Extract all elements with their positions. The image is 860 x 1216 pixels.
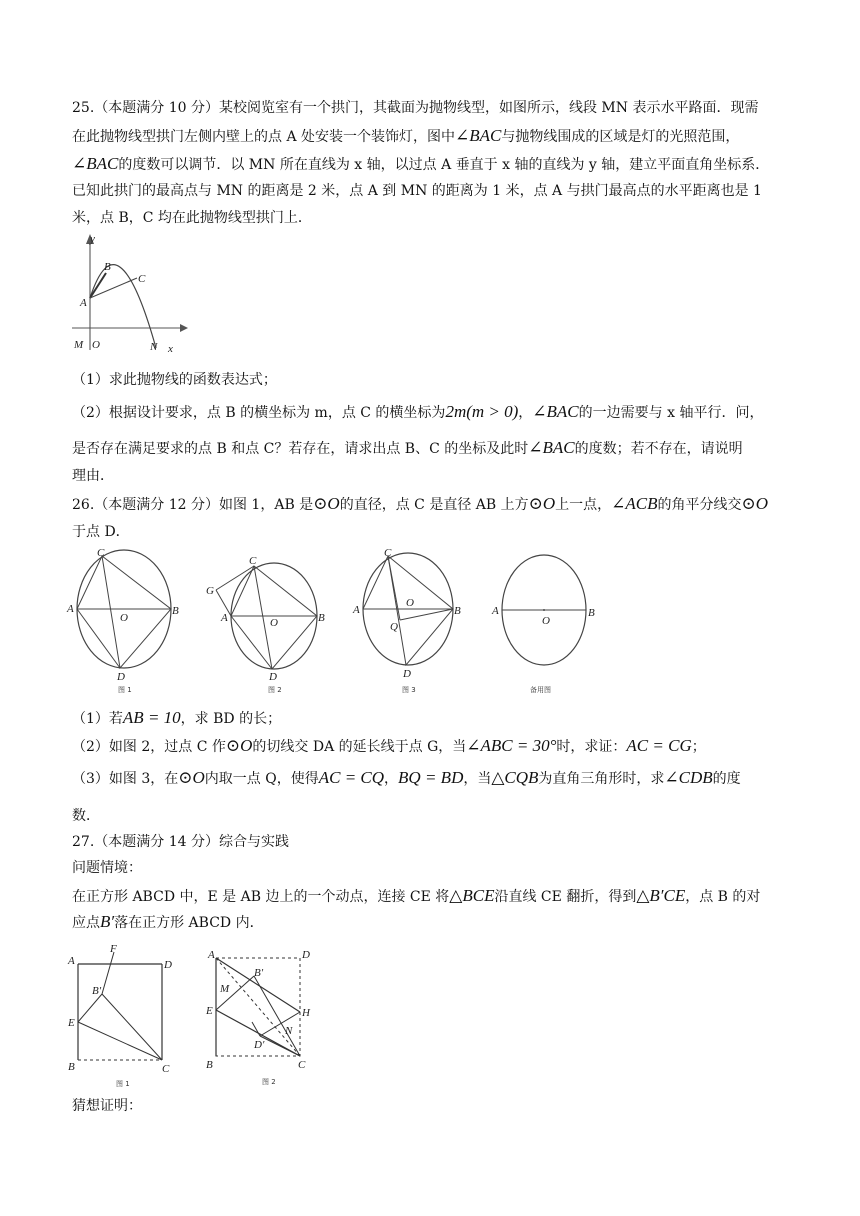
q27-line3: 在正方形 ABCD 中，E 是 AB 边上的一个动点，连接 CE 将△BCE沿直线 CE 翻折，得到△B′CE，点 B 的对: [72, 886, 761, 905]
q27f1-label-A: A: [68, 955, 75, 967]
q27-line2: 问题情境：: [72, 860, 142, 876]
q27-figures: [64, 940, 334, 1090]
q26-figures: [64, 546, 624, 700]
f2-label-G: G: [206, 585, 214, 597]
q27f1-caption: 图 1: [116, 1080, 130, 1088]
q27f2-label-B: B: [206, 1059, 213, 1071]
q27-line5: 猜想证明：: [72, 1098, 142, 1114]
q25-line3: ∠BAC的度数可以调节．以 MN 所在直线为 x 轴，以过点 A 垂直于 x 轴的直线为 y 轴，建立平面直角坐标系．: [72, 154, 770, 173]
q27f1-label-D: D: [164, 959, 172, 971]
label-A: A: [80, 297, 87, 309]
q27f2-caption: 图 2: [262, 1078, 276, 1086]
f3-label-O: O: [406, 597, 414, 609]
q27f2-label-M: M: [220, 983, 230, 995]
f3-caption: 图 3: [402, 686, 416, 694]
q27f1-label-B: B: [68, 1061, 75, 1073]
f4-caption: 备用图: [530, 686, 551, 694]
f1-label-C: C: [97, 547, 105, 559]
q27-line1: 27.（本题满分 14 分）综合与实践: [72, 834, 289, 850]
f2-caption: 图 2: [268, 686, 282, 694]
f4-label-A: A: [492, 605, 499, 617]
q27f2-label-A: A: [208, 949, 215, 961]
q27-line4: 应点B′落在正方形 ABCD 内．: [72, 912, 264, 931]
q25-line2: 在此抛物线型拱门左侧内壁上的点 A 处安装一个装饰灯，图中∠BAC与抛物线围成的区域是灯的光照范围，: [72, 126, 740, 145]
q26-line1: 26.（本题满分 12 分）如图 1，AB 是⊙O的直径，点 C 是直径 AB 上方⊙O上一点，∠ACB的角平分线交⊙O: [72, 494, 769, 513]
q27-figure-2: [205, 949, 311, 1086]
q25-sub2-line3: 理由．: [72, 468, 114, 484]
q25-sub2: （2）根据设计要求，点 B 的横坐标为 m，点 C 的横坐标为2m(m > 0)，∠BAC的一边需要与 x 轴平行．问，: [72, 402, 764, 421]
f2-label-C: C: [249, 555, 257, 567]
q27-figure-1: [67, 943, 172, 1088]
f2-label-D: D: [269, 671, 277, 683]
q26-sub3: （3）如图 3，在⊙O内取一点 Q，使得AC = CQ，BQ = BD，当△CQB为直角三角形时，求∠CDB的度: [72, 768, 741, 787]
q27f1-label-F: F: [110, 943, 117, 955]
q26-sub2: （2）如图 2，过点 C 作⊙O的切线交 DA 的延长线于点 G，当∠ABC = 30°时，求证：AC = CG；: [72, 736, 706, 755]
q27f1-label-B1: B′: [92, 985, 102, 997]
q27f2-label-D: D: [302, 949, 310, 961]
f1-label-A: A: [67, 603, 74, 615]
q25-sub1: （1）求此抛物线的函数表达式；: [72, 372, 277, 388]
q25-line5: 米，点 B，C 均在此抛物线型拱门上．: [72, 210, 312, 226]
q26-spare-figure: [491, 555, 595, 694]
f4-label-B: B: [588, 607, 595, 619]
label-y: y: [90, 233, 95, 245]
q27f2-label-H: H: [302, 1007, 310, 1019]
f1-label-D: D: [117, 671, 125, 683]
f2-label-O: O: [270, 617, 278, 629]
q25-sub2-line2: 是否存在满足要求的点 B 和点 C？若存在，请求出点 B、C 的坐标及此时∠BAC的度数；若不存在，请说明: [72, 438, 743, 457]
label-O: O: [92, 339, 100, 351]
q27f2-label-D1: D′: [254, 1039, 265, 1051]
f3-label-B: B: [454, 605, 461, 617]
q25-parabola-figure: [68, 230, 188, 360]
f3-label-C: C: [384, 547, 392, 559]
label-M: M: [74, 339, 84, 351]
label-C: C: [138, 273, 146, 285]
q26-figure-1: [66, 547, 179, 694]
q26-sub3-line2: 数．: [72, 808, 100, 824]
f3-label-A: A: [353, 604, 360, 616]
q26-figure-2: [206, 555, 325, 694]
q26-line2: 于点 D．: [72, 524, 130, 540]
q27f1-label-C: C: [162, 1063, 170, 1075]
f3-label-D: D: [403, 668, 411, 680]
f2-label-A: A: [221, 612, 228, 624]
label-x: x: [168, 343, 173, 355]
f4-label-O: O: [542, 615, 550, 627]
q25-line1: 25.（本题满分 10 分）某校阅览室有一个拱门，其截面为抛物线型，如图所示，线段 MN 表示水平路面．现需: [72, 100, 759, 116]
q26-sub1: （1）若AB = 10，求 BD 的长；: [72, 708, 282, 727]
f1-caption: 图 1: [118, 686, 132, 694]
f1-label-B: B: [172, 605, 179, 617]
f2-label-B: B: [318, 612, 325, 624]
f3-label-Q: Q: [390, 621, 398, 633]
q27f1-label-E: E: [68, 1017, 75, 1029]
q26-figure-3: [352, 547, 461, 694]
label-B: B: [104, 261, 111, 273]
label-N: N: [150, 341, 158, 353]
q27f2-label-E: E: [206, 1005, 213, 1017]
q27f2-label-N: N: [285, 1025, 293, 1037]
q25-line4: 已知此拱门的最高点与 MN 的距离是 2 米，点 A 到 MN 的距离为 1 米，点 A 与拱门最高点的水平距离也是 1: [72, 183, 762, 199]
q27f2-label-C: C: [298, 1059, 306, 1071]
q27f2-label-B1: B′: [254, 967, 264, 979]
f1-label-O: O: [120, 612, 128, 624]
